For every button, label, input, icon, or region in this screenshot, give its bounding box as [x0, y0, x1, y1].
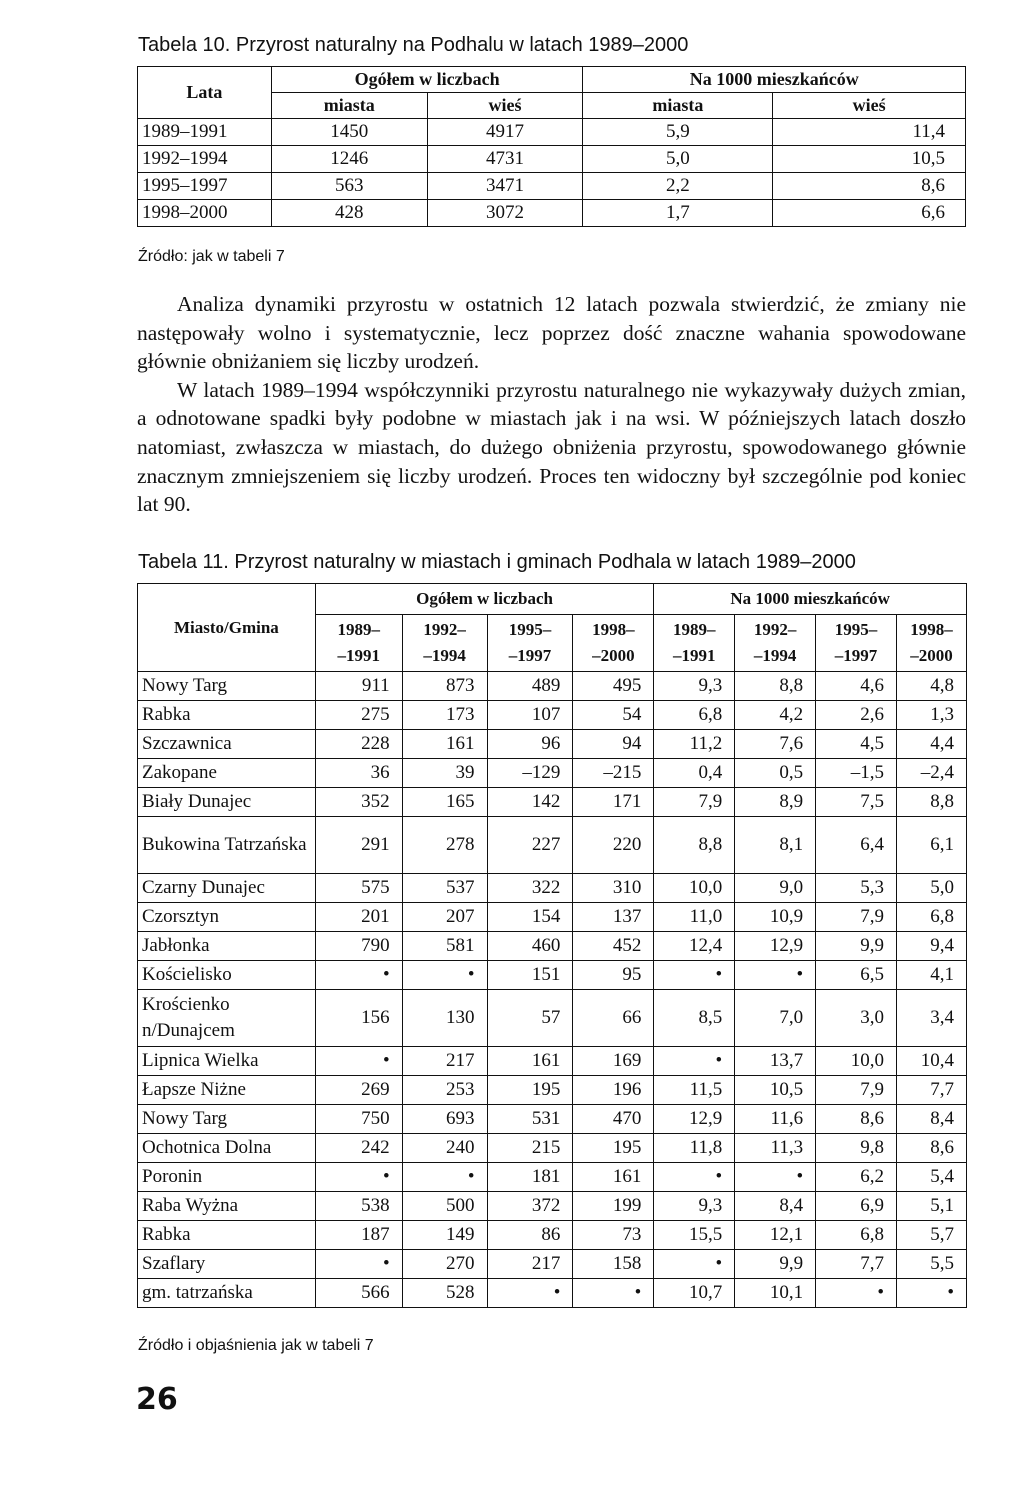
table-row [138, 1076, 967, 1105]
value-cell: 161 [402, 730, 487, 759]
table10 [137, 66, 966, 227]
value-cell: 7,7 [896, 1076, 966, 1105]
value-cell: 352 [315, 788, 402, 817]
table11-caption: Tabela 11. Przyrost naturalny w miastach i gminach Podhala w latach 1989–2000 [138, 551, 856, 573]
table-row [138, 173, 966, 200]
table-row [138, 1250, 967, 1279]
value-cell: 10,9 [735, 903, 816, 932]
name-cell: Nowy Targ [138, 1105, 316, 1134]
value-cell: • [735, 1163, 816, 1192]
value-cell: 217 [487, 1250, 573, 1279]
value-cell: 6,8 [896, 903, 966, 932]
value-cell: 8,8 [735, 672, 816, 701]
year-header: 1995– –1997 [816, 615, 897, 672]
value-cell: 563 [271, 173, 427, 200]
value-cell: 242 [315, 1134, 402, 1163]
value-cell: 161 [487, 1047, 573, 1076]
value-cell: 11,4 [773, 119, 966, 146]
name-cell: Kościelisko [138, 961, 316, 990]
value-cell: 6,4 [816, 817, 897, 874]
table-row [138, 200, 966, 227]
value-cell: 217 [402, 1047, 487, 1076]
value-cell: • [315, 1163, 402, 1192]
table-row [138, 1134, 967, 1163]
value-cell: 5,4 [896, 1163, 966, 1192]
value-cell: 575 [315, 874, 402, 903]
table10-source: Źródło: jak w tabeli 7 [138, 248, 285, 265]
paragraph: Analiza dynamiki przyrostu w ostatnich 12 latach pozwala stwierdzić, że zmiany nie następowały wolno i systematycznie, lecz poprzez dość znaczne wahania spowodowane głównie obniżaniem się liczby urodzeń. [137, 292, 966, 374]
period-cell: 1995–1997 [138, 173, 272, 200]
value-cell: 269 [315, 1076, 402, 1105]
value-cell: 750 [315, 1105, 402, 1134]
value-cell: 95 [573, 961, 654, 990]
name-cell: Poronin [138, 1163, 316, 1192]
value-cell: 8,9 [735, 788, 816, 817]
value-cell: 195 [573, 1134, 654, 1163]
value-cell: 10,4 [896, 1047, 966, 1076]
value-cell: –215 [573, 759, 654, 788]
value-cell: 199 [573, 1192, 654, 1221]
value-cell: 4731 [427, 146, 583, 173]
value-cell: 240 [402, 1134, 487, 1163]
value-cell: 3072 [427, 200, 583, 227]
body-text [137, 290, 966, 519]
value-cell: 7,6 [735, 730, 816, 759]
value-cell: 6,8 [654, 701, 735, 730]
header-miasta: miasta [583, 93, 773, 119]
value-cell: 11,6 [735, 1105, 816, 1134]
value-cell: 156 [315, 990, 402, 1047]
value-cell: 5,7 [896, 1221, 966, 1250]
value-cell: • [654, 961, 735, 990]
value-cell: 4,2 [735, 701, 816, 730]
value-cell: • [315, 1047, 402, 1076]
name-cell: Rabka [138, 701, 316, 730]
value-cell: 11,3 [735, 1134, 816, 1163]
value-cell: 8,1 [735, 817, 816, 874]
table-row [138, 1221, 967, 1250]
value-cell: 9,9 [735, 1250, 816, 1279]
value-cell: • [315, 961, 402, 990]
value-cell: 4917 [427, 119, 583, 146]
value-cell: –2,4 [896, 759, 966, 788]
value-cell: 8,6 [816, 1105, 897, 1134]
value-cell: 39 [402, 759, 487, 788]
value-cell: 291 [315, 817, 402, 874]
value-cell: 10,1 [735, 1279, 816, 1308]
value-cell: 187 [315, 1221, 402, 1250]
name-cell: Nowy Targ [138, 672, 316, 701]
name-cell: Szaflary [138, 1250, 316, 1279]
value-cell: 173 [402, 701, 487, 730]
value-cell: 10,0 [816, 1047, 897, 1076]
value-cell: 5,5 [896, 1250, 966, 1279]
table-row [138, 874, 967, 903]
value-cell: 10,5 [773, 146, 966, 173]
value-cell: 10,5 [735, 1076, 816, 1105]
table-row [138, 1047, 967, 1076]
value-cell: 8,6 [773, 173, 966, 200]
value-cell: 130 [402, 990, 487, 1047]
value-cell: –1,5 [816, 759, 897, 788]
value-cell: 7,9 [654, 788, 735, 817]
table-row [138, 788, 967, 817]
value-cell: 13,7 [735, 1047, 816, 1076]
value-cell: 428 [271, 200, 427, 227]
value-cell: 6,8 [816, 1221, 897, 1250]
value-cell: 12,4 [654, 932, 735, 961]
header-group-per1000: Na 1000 mieszkańców [654, 584, 967, 615]
value-cell: 9,3 [654, 672, 735, 701]
value-cell: 107 [487, 701, 573, 730]
value-cell: 96 [487, 730, 573, 759]
year-header: 1992– –1994 [402, 615, 487, 672]
name-cell: Lipnica Wielka [138, 1047, 316, 1076]
header-group-per1000: Na 1000 mieszkańców [583, 67, 966, 93]
value-cell: 9,0 [735, 874, 816, 903]
table-row [138, 759, 967, 788]
value-cell: • [654, 1163, 735, 1192]
value-cell: 171 [573, 788, 654, 817]
year-header: 1992– –1994 [735, 615, 816, 672]
value-cell: 310 [573, 874, 654, 903]
value-cell: 0,5 [735, 759, 816, 788]
value-cell: 6,5 [816, 961, 897, 990]
value-cell: 169 [573, 1047, 654, 1076]
value-cell: 201 [315, 903, 402, 932]
value-cell: 220 [573, 817, 654, 874]
table11-source: Źródło i objaśnienia jak w tabeli 7 [138, 1337, 374, 1354]
value-cell: 7,7 [816, 1250, 897, 1279]
header-name: Miasto/Gmina [138, 584, 316, 672]
value-cell: 86 [487, 1221, 573, 1250]
value-cell: 1,3 [896, 701, 966, 730]
value-cell: 566 [315, 1279, 402, 1308]
value-cell: 181 [487, 1163, 573, 1192]
value-cell: 142 [487, 788, 573, 817]
header-wies: wieś [773, 93, 966, 119]
value-cell: 228 [315, 730, 402, 759]
value-cell: • [315, 1250, 402, 1279]
table11 [137, 583, 967, 1308]
table-row [138, 730, 967, 759]
name-cell: Łapsze Niżne [138, 1076, 316, 1105]
value-cell: • [654, 1250, 735, 1279]
table-row [138, 1279, 967, 1308]
name-cell: Biały Dunajec [138, 788, 316, 817]
value-cell: 495 [573, 672, 654, 701]
value-cell: 6,9 [816, 1192, 897, 1221]
value-cell: 11,0 [654, 903, 735, 932]
value-cell: 270 [402, 1250, 487, 1279]
year-header: 1989– –1991 [315, 615, 402, 672]
value-cell: 7,5 [816, 788, 897, 817]
name-cell: Rabka [138, 1221, 316, 1250]
value-cell: 154 [487, 903, 573, 932]
value-cell: 253 [402, 1076, 487, 1105]
value-cell: 8,6 [896, 1134, 966, 1163]
year-header: 1995– –1997 [487, 615, 573, 672]
value-cell: 1246 [271, 146, 427, 173]
value-cell: 158 [573, 1250, 654, 1279]
value-cell: 12,9 [654, 1105, 735, 1134]
value-cell: 8,4 [735, 1192, 816, 1221]
value-cell: 1,7 [583, 200, 773, 227]
header-group-total: Ogółem w liczbach [315, 584, 654, 615]
page-number: 26 [136, 1382, 178, 1417]
value-cell: 15,5 [654, 1221, 735, 1250]
value-cell: • [402, 1163, 487, 1192]
value-cell: 278 [402, 817, 487, 874]
table-row [138, 146, 966, 173]
value-cell: 196 [573, 1076, 654, 1105]
value-cell: 36 [315, 759, 402, 788]
value-cell: 137 [573, 903, 654, 932]
name-cell: Czarny Dunajec [138, 874, 316, 903]
value-cell: 873 [402, 672, 487, 701]
value-cell: 8,5 [654, 990, 735, 1047]
year-header: 1998– –2000 [573, 615, 654, 672]
name-cell: Krościenko n/Dunajcem [138, 990, 316, 1047]
table-row [138, 932, 967, 961]
value-cell: 6,6 [773, 200, 966, 227]
table-row [138, 1192, 967, 1221]
value-cell: 12,9 [735, 932, 816, 961]
value-cell: • [402, 961, 487, 990]
period-cell: 1992–1994 [138, 146, 272, 173]
value-cell: 57 [487, 990, 573, 1047]
value-cell: 489 [487, 672, 573, 701]
value-cell: 538 [315, 1192, 402, 1221]
value-cell: • [654, 1047, 735, 1076]
value-cell: • [573, 1279, 654, 1308]
value-cell: 2,6 [816, 701, 897, 730]
value-cell: 8,4 [896, 1105, 966, 1134]
table-row [138, 701, 967, 730]
value-cell: 500 [402, 1192, 487, 1221]
value-cell: 151 [487, 961, 573, 990]
value-cell: • [896, 1279, 966, 1308]
value-cell: 5,0 [896, 874, 966, 903]
value-cell: 10,7 [654, 1279, 735, 1308]
value-cell: • [735, 961, 816, 990]
value-cell: 215 [487, 1134, 573, 1163]
value-cell: 275 [315, 701, 402, 730]
value-cell: 5,0 [583, 146, 773, 173]
table-row [138, 903, 967, 932]
header-group-total: Ogółem w liczbach [271, 67, 583, 93]
value-cell: 0,4 [654, 759, 735, 788]
value-cell: 1450 [271, 119, 427, 146]
value-cell: 5,3 [816, 874, 897, 903]
value-cell: • [487, 1279, 573, 1308]
table-row [138, 1163, 967, 1192]
value-cell: 452 [573, 932, 654, 961]
value-cell: 6,2 [816, 1163, 897, 1192]
name-cell: Ochotnica Dolna [138, 1134, 316, 1163]
value-cell: 2,2 [583, 173, 773, 200]
paragraph: W latach 1989–1994 współczynniki przyrostu naturalnego nie wykazywały dużych zmian, a odnotowane spadki były podobne w miastach jak i na wsi. W późniejszych latach doszło natomiast, zwłaszcza w miastach, do dużego obniżenia przyrostu, spowodowanego głównie znacznym zmniejszeniem się liczby urodzeń. Proces ten widoczny był szczególnie pod koniec lat 90. [137, 377, 966, 517]
value-cell: 3,0 [816, 990, 897, 1047]
value-cell: 94 [573, 730, 654, 759]
value-cell: 537 [402, 874, 487, 903]
value-cell: 11,2 [654, 730, 735, 759]
table10-caption: Tabela 10. Przyrost naturalny na Podhalu w latach 1989–2000 [138, 34, 689, 56]
value-cell: 5,9 [583, 119, 773, 146]
value-cell: 5,1 [896, 1192, 966, 1221]
value-cell: 66 [573, 990, 654, 1047]
value-cell: 4,8 [896, 672, 966, 701]
value-cell: 12,1 [735, 1221, 816, 1250]
value-cell: 9,8 [816, 1134, 897, 1163]
period-cell: 1989–1991 [138, 119, 272, 146]
value-cell: 73 [573, 1221, 654, 1250]
value-cell: 7,9 [816, 903, 897, 932]
value-cell: 11,8 [654, 1134, 735, 1163]
name-cell: gm. tatrzańska [138, 1279, 316, 1308]
value-cell: 165 [402, 788, 487, 817]
value-cell: 531 [487, 1105, 573, 1134]
header-lata: Lata [138, 67, 272, 119]
value-cell: 195 [487, 1076, 573, 1105]
value-cell: 470 [573, 1105, 654, 1134]
value-cell: 911 [315, 672, 402, 701]
name-cell: Szczawnica [138, 730, 316, 759]
table-row [138, 1105, 967, 1134]
name-cell: Raba Wyżna [138, 1192, 316, 1221]
value-cell: 8,8 [896, 788, 966, 817]
table-row [138, 990, 967, 1047]
value-cell: 161 [573, 1163, 654, 1192]
value-cell: 9,9 [816, 932, 897, 961]
value-cell: 790 [315, 932, 402, 961]
table-row [138, 961, 967, 990]
table-row [138, 119, 966, 146]
header-miasta: miasta [271, 93, 427, 119]
value-cell: 6,1 [896, 817, 966, 874]
value-cell: 693 [402, 1105, 487, 1134]
value-cell: 10,0 [654, 874, 735, 903]
value-cell: 460 [487, 932, 573, 961]
header-wies: wieś [427, 93, 583, 119]
value-cell: 7,9 [816, 1076, 897, 1105]
value-cell: 149 [402, 1221, 487, 1250]
value-cell: 4,6 [816, 672, 897, 701]
value-cell: 581 [402, 932, 487, 961]
value-cell: –129 [487, 759, 573, 788]
name-cell: Bukowina Tatrzańska [138, 817, 316, 874]
name-cell: Jabłonka [138, 932, 316, 961]
name-cell: Czorsztyn [138, 903, 316, 932]
value-cell: 9,3 [654, 1192, 735, 1221]
year-header: 1989– –1991 [654, 615, 735, 672]
value-cell: 372 [487, 1192, 573, 1221]
value-cell: 3471 [427, 173, 583, 200]
table-row [138, 672, 967, 701]
value-cell: 207 [402, 903, 487, 932]
name-cell: Zakopane [138, 759, 316, 788]
value-cell: 8,8 [654, 817, 735, 874]
value-cell: 54 [573, 701, 654, 730]
value-cell: 7,0 [735, 990, 816, 1047]
value-cell: 4,1 [896, 961, 966, 990]
value-cell: 322 [487, 874, 573, 903]
value-cell: 528 [402, 1279, 487, 1308]
value-cell: • [816, 1279, 897, 1308]
value-cell: 9,4 [896, 932, 966, 961]
period-cell: 1998–2000 [138, 200, 272, 227]
year-header: 1998– –2000 [896, 615, 966, 672]
table-row [138, 817, 967, 874]
value-cell: 4,5 [816, 730, 897, 759]
value-cell: 3,4 [896, 990, 966, 1047]
value-cell: 227 [487, 817, 573, 874]
value-cell: 4,4 [896, 730, 966, 759]
value-cell: 11,5 [654, 1076, 735, 1105]
